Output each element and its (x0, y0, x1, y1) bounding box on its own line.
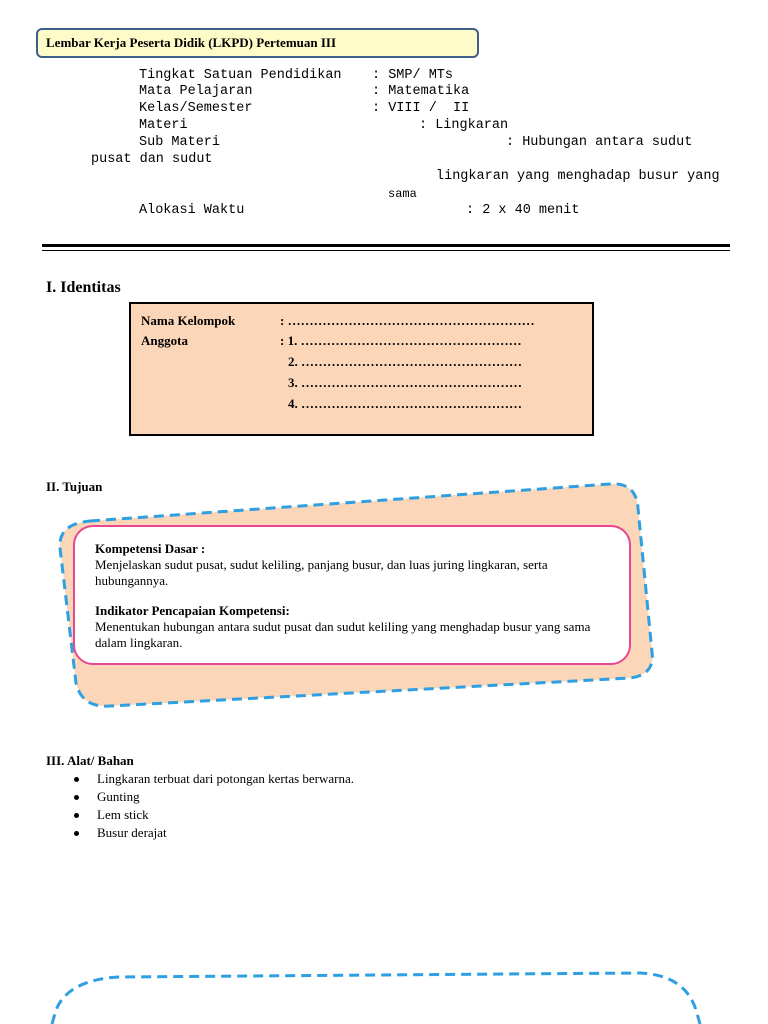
tujuan-content-box (73, 525, 631, 665)
info-submateri-line3: lingkaran yang menghadap busur yang (436, 169, 720, 184)
indikator-text: Menentukan hubungan antara sudut pusat dan sudut keliling yang menghadap busur yang sama dalam lingkaran. (95, 619, 591, 650)
section-identitas-heading: I. Identitas (46, 279, 121, 296)
indikator-title: Indikator Pencapaian Kompetensi: (95, 603, 290, 618)
bullet-icon (74, 777, 79, 782)
kompetensi-dasar-text: Menjelaskan sudut pusat, sudut keliling, panjang busur, dan luas juring lingkaran, serta hubungannya. (95, 557, 548, 588)
anggota-label: Anggota (141, 333, 188, 348)
info-submateri-line2: pusat dan sudut (91, 152, 213, 167)
info-submateri-line4: sama (388, 187, 417, 201)
list-item: Lingkaran terbuat dari potongan kertas berwarna. (72, 770, 354, 788)
alat-bahan-list (72, 770, 354, 842)
info-alokasi-value: : 2 x 40 menit (466, 203, 580, 218)
info-submateri-label: Sub Materi (139, 135, 221, 150)
bullet-icon (74, 795, 79, 800)
section-alat-heading: III. Alat/ Bahan (46, 753, 134, 768)
nama-kelompok-field[interactable]: : ………………………………………………… (280, 313, 535, 328)
info-mapel-value: : Matematika (372, 84, 470, 99)
anggota-field-3[interactable]: 3. …………………………………………… (288, 375, 522, 390)
anggota-field-4[interactable]: 4. …………………………………………… (288, 396, 522, 411)
info-submateri-value: : Hubungan antara sudut (506, 135, 693, 150)
bottom-dashed-shape (52, 973, 700, 1024)
anggota-field-2[interactable]: 2. …………………………………………… (288, 354, 522, 369)
list-item: Gunting (72, 788, 354, 806)
info-materi-label: Materi (139, 118, 188, 133)
info-alokasi-label: Alokasi Waktu (139, 203, 245, 218)
info-mapel-label: Mata Pelajaran (139, 84, 253, 99)
info-tingkat-label: Tingkat Satuan Pendidikan (139, 68, 342, 83)
nama-kelompok-label: Nama Kelompok (141, 313, 236, 328)
bullet-icon (74, 813, 79, 818)
list-item: Busur derajat (72, 824, 354, 842)
anggota-field-1[interactable]: : 1. …………………………………………… (280, 333, 522, 348)
list-item: Lem stick (72, 806, 354, 824)
info-kelas-value: : VIII / II (372, 101, 470, 116)
bullet-icon (74, 831, 79, 836)
info-kelas-label: Kelas/Semester (139, 101, 253, 116)
document-title: Lembar Kerja Peserta Didik (LKPD) Pertemuan III (46, 35, 337, 50)
info-tingkat-value: : SMP/ MTs (372, 68, 454, 83)
kompetensi-dasar-title: Kompetensi Dasar : (95, 541, 206, 556)
section-tujuan-heading: II. Tujuan (46, 479, 103, 494)
info-materi-value: : Lingkaran (419, 118, 509, 133)
